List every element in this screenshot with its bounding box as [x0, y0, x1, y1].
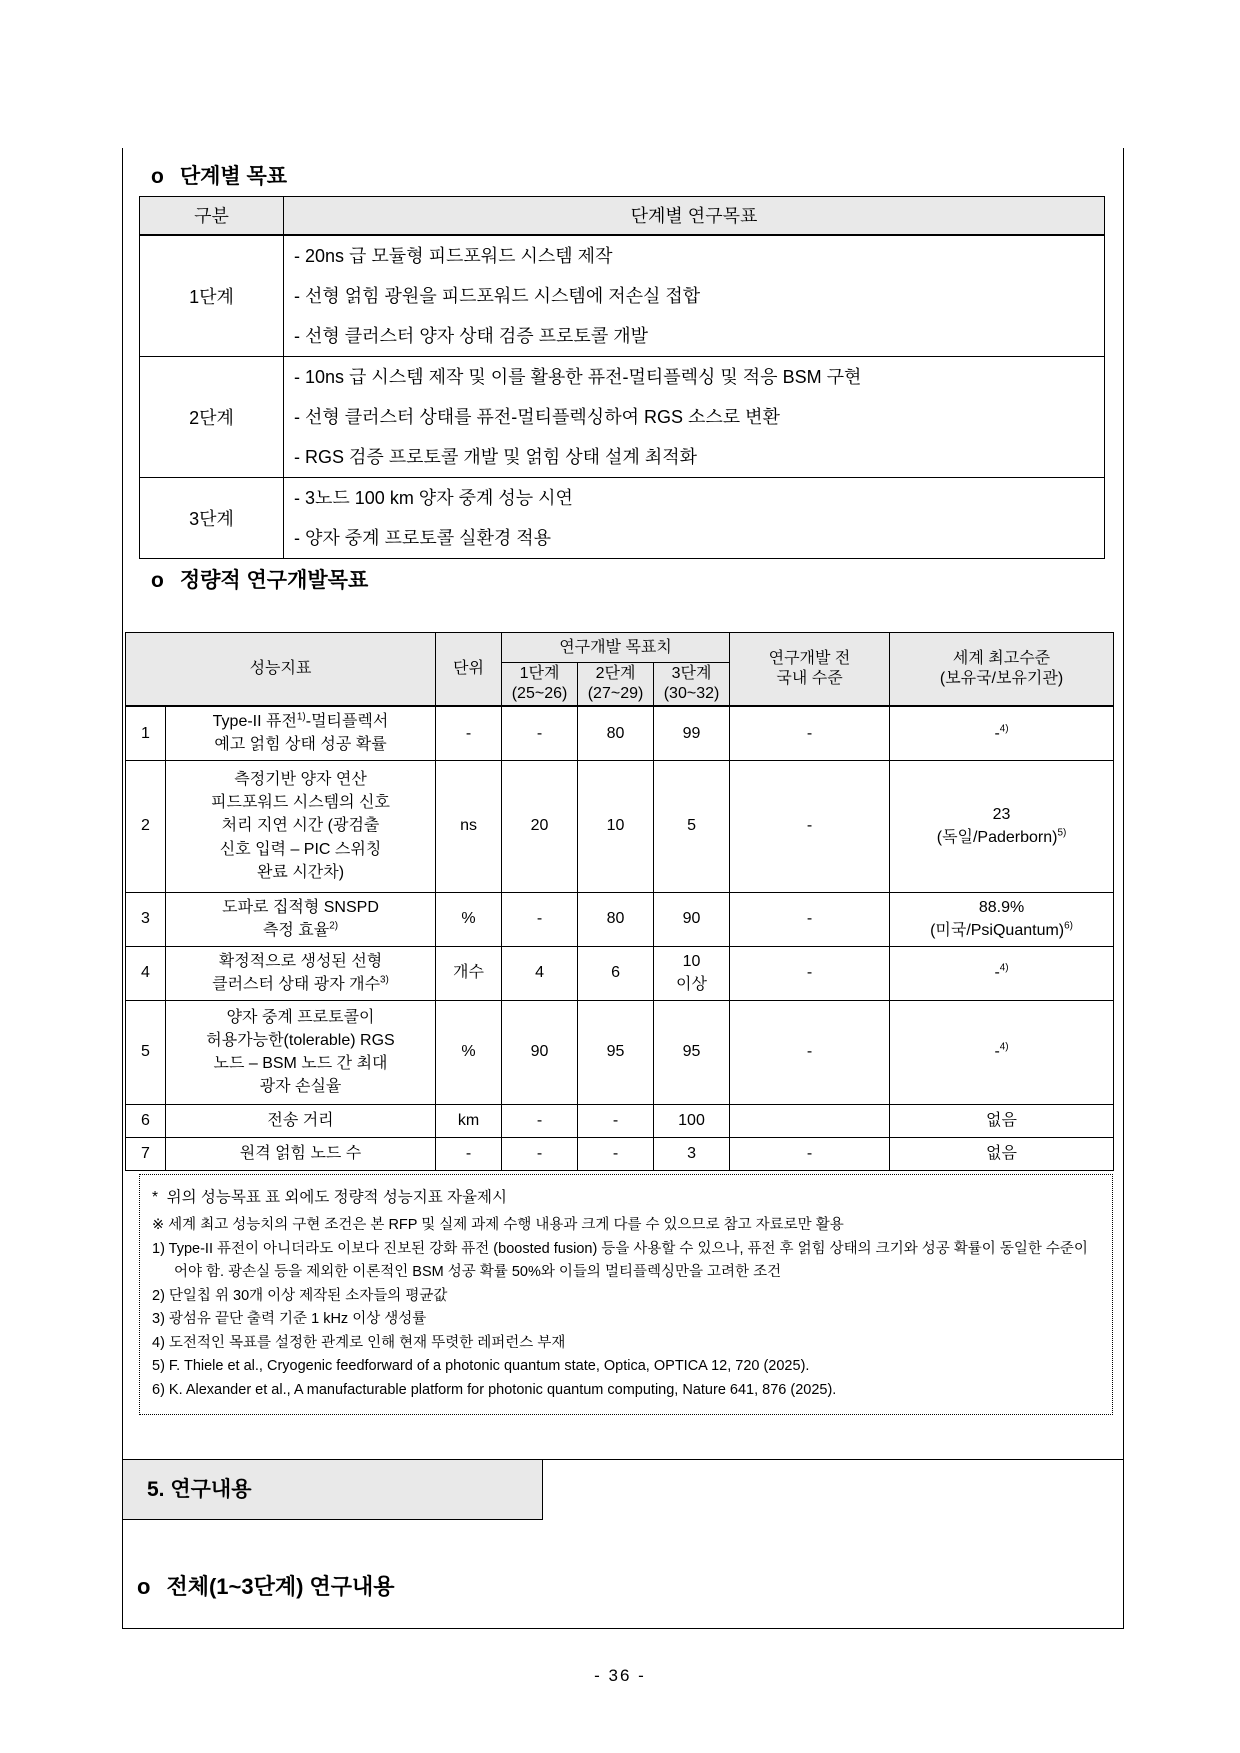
metric-cell: 원격 얽힘 노드 수 — [166, 1137, 436, 1170]
t2-header-world-best: 세계 최고수준 (보유국/보유기관) — [890, 633, 1114, 707]
unit-cell: - — [436, 706, 502, 760]
stage1-target: - — [502, 892, 578, 946]
unit-cell: % — [436, 892, 502, 946]
row-number: 4 — [126, 946, 166, 1000]
stage2-target: 95 — [578, 1000, 654, 1104]
stage2-target: - — [578, 1104, 654, 1137]
stage1-target: 4 — [502, 946, 578, 1000]
t2-header-domestic: 연구개발 전 국내 수준 — [730, 633, 890, 707]
table-row — [126, 892, 1114, 946]
stage1-target: - — [502, 706, 578, 760]
footnote-line: 3) 광섬유 끝단 출력 기준 1 kHz 이상 생성률 — [152, 1311, 427, 1328]
unit-cell: - — [436, 1137, 502, 1170]
table-row — [126, 706, 1114, 760]
stage1-target: - — [502, 1104, 578, 1137]
metric-cell: Type-II 퓨전$^{1)}$-멀티플렉서 예고 얽힘 상태 성공 확률 — [166, 706, 436, 760]
section-heading-text: 전체(1~3단계) 연구내용 — [166, 1574, 395, 1599]
table-row — [126, 946, 1114, 1000]
domestic-level-cell: - — [730, 1137, 890, 1170]
goals-cell — [284, 477, 1105, 558]
stage3-target: 100 — [654, 1104, 730, 1137]
goal-line: - 20ns 급 모듈형 피드포워드 시스템 제작 — [294, 245, 613, 266]
table-row — [140, 235, 1105, 357]
stage1-target: 20 — [502, 760, 578, 892]
stage-cell: 3단계 — [140, 477, 284, 558]
table-row — [140, 356, 1105, 477]
world-best-cell: -$^{4)}$ — [890, 706, 1114, 760]
stage3-target: 99 — [654, 706, 730, 760]
section-5-header — [123, 1460, 543, 1520]
world-best-cell: 없음 — [890, 1104, 1114, 1137]
t2-header-unit: 단위 — [436, 633, 502, 707]
goal-line: - 선형 클러스터 상태를 퓨전-멀티플렉싱하여 RGS 소스로 변환 — [294, 406, 780, 427]
footnote-line: 5) F. Thiele et al., Cryogenic feedforward of a photonic quantum state, Optica, OPTICA 12, 720 (2025). — [152, 1358, 810, 1375]
unit-cell: km — [436, 1104, 502, 1137]
footnote-line: 2) 단일칩 위 30개 이상 제작된 소자들의 평균값 — [152, 1287, 448, 1304]
domestic-level-cell: - — [730, 1000, 890, 1104]
t2-header-targets-group: 연구개발 목표치 — [502, 633, 730, 663]
unit-cell: 개수 — [436, 946, 502, 1000]
table-header-row — [126, 633, 1114, 663]
stage-cell: 1단계 — [140, 235, 284, 357]
section-bullet: o — [137, 1574, 151, 1599]
section-heading-stage-goals — [151, 160, 287, 190]
goal-line: - 선형 클러스터 양자 상태 검증 프로토콜 개발 — [294, 325, 648, 346]
domestic-level-cell — [730, 1104, 890, 1137]
domestic-level-cell: - — [730, 706, 890, 760]
row-number: 6 — [126, 1104, 166, 1137]
row-number: 3 — [126, 892, 166, 946]
section-heading-quant-goals — [151, 564, 368, 594]
table-row — [140, 477, 1105, 558]
footnote-line: 6) K. Alexander et al., A manufacturable platform for photonic quantum computing, Nature 641, 876 (2025). — [152, 1381, 837, 1398]
world-best-cell: -$^{4)}$ — [890, 1000, 1114, 1104]
content-frame — [122, 148, 1124, 1629]
t2-header-metric: 성능지표 — [126, 633, 436, 707]
stage3-target: 5 — [654, 760, 730, 892]
domestic-level-cell: - — [730, 760, 890, 892]
page-number: - 36 - — [594, 1666, 646, 1685]
section-bullet: o — [151, 165, 164, 188]
section-heading-text: 단계별 목표 — [179, 165, 288, 188]
stage1-target: 90 — [502, 1000, 578, 1104]
unit-cell: ns — [436, 760, 502, 892]
t2-header-stage2: 2단계 (27~29) — [578, 663, 654, 707]
table-row — [126, 1137, 1114, 1170]
stage3-target: 3 — [654, 1137, 730, 1170]
row-number: 1 — [126, 706, 166, 760]
stage3-target: 90 — [654, 892, 730, 946]
world-best-cell: 23 (독일/Paderborn)$^{5)}$ — [890, 760, 1114, 892]
section-5-number: 5. — [147, 1478, 165, 1501]
metric-cell: 확정적으로 생성된 선형 클러스터 상태 광자 개수$^{3)}$ — [166, 946, 436, 1000]
stage-goals-table — [139, 196, 1105, 559]
metric-cell: 측정기반 양자 연산 피드포워드 시스템의 신호 처리 지연 시간 (광검출 신호 입력 – PIC 스위칭 완료 시간차) — [166, 760, 436, 892]
domestic-level-cell: - — [730, 946, 890, 1000]
stage2-target: - — [578, 1137, 654, 1170]
section-5-title: 연구내용 — [170, 1478, 252, 1501]
quant-goals-table — [125, 632, 1114, 1171]
section-5-row — [123, 1459, 1123, 1520]
footnote-line: 1) Type-II 퓨전이 아니더라도 이보다 진보된 강화 퓨전 (boosted fusion) 등을 사용할 수 있으나, 퓨전 후 얽힘 상태의 크기와 성공 확률이 동일한 수준이어야 함. 광손실 등을 제외한 이론적인 BSM 성공 확률 50%와 이들의 멀티플렉싱만을 고려한 조건 — [152, 1240, 1088, 1281]
table-row — [126, 760, 1114, 892]
stage2-target: 6 — [578, 946, 654, 1000]
t2-header-stage1: 1단계 (25~26) — [502, 663, 578, 707]
footnote-line: ※ 세계 최고 성능치의 구현 조건은 본 RFP 및 실제 과제 수행 내용과 크게 다를 수 있으므로 참고 자료로만 활용 — [152, 1217, 844, 1234]
world-best-cell: 없음 — [890, 1137, 1114, 1170]
stage2-target: 80 — [578, 892, 654, 946]
goals-cell — [284, 356, 1105, 477]
world-best-cell: 88.9% (미국/PsiQuantum)$^{6)}$ — [890, 892, 1114, 946]
stage3-target: 10 이상 — [654, 946, 730, 1000]
metric-cell: 전송 거리 — [166, 1104, 436, 1137]
section-bullet: o — [151, 569, 164, 592]
footnotes-box — [139, 1174, 1113, 1415]
table-header-row — [140, 197, 1105, 235]
row-number: 7 — [126, 1137, 166, 1170]
footnote-line: * 위의 성능목표 표 외에도 정량적 성능지표 자율제시 — [152, 1189, 507, 1206]
section-heading-text: 정량적 연구개발목표 — [179, 569, 369, 592]
stage2-target: 10 — [578, 760, 654, 892]
stage2-target: 80 — [578, 706, 654, 760]
goal-line: - 10ns 급 시스템 제작 및 이를 활용한 퓨전-멀티플렉싱 및 적응 BSM 구현 — [294, 366, 862, 387]
stage-cell: 2단계 — [140, 356, 284, 477]
t1-header-goals: 단계별 연구목표 — [284, 197, 1105, 235]
subsection-heading-overall-content — [137, 1570, 395, 1601]
row-number: 2 — [126, 760, 166, 892]
row-number: 5 — [126, 1000, 166, 1104]
unit-cell: % — [436, 1000, 502, 1104]
goal-line: - RGS 검증 프로토콜 개발 및 얽힘 상태 설계 최적화 — [294, 446, 697, 467]
world-best-cell: -$^{4)}$ — [890, 946, 1114, 1000]
domestic-level-cell: - — [730, 892, 890, 946]
metric-cell: 도파로 집적형 SNSPD 측정 효율$^{2)}$ — [166, 892, 436, 946]
stage1-target: - — [502, 1137, 578, 1170]
goal-line: - 선형 얽힘 광원을 피드포워드 시스템에 저손실 접합 — [294, 285, 701, 306]
metric-cell: 양자 중계 프로토콜이 허용가능한(tolerable) RGS 노드 – BSM 노드 간 최대 광자 손실율 — [166, 1000, 436, 1104]
t1-header-category: 구분 — [140, 197, 284, 235]
table-row — [126, 1000, 1114, 1104]
footnote-line: 4) 도전적인 목표를 설정한 관계로 인해 현재 뚜렷한 레퍼런스 부재 — [152, 1334, 566, 1351]
stage3-target: 95 — [654, 1000, 730, 1104]
goal-line: - 양자 중계 프로토콜 실환경 적용 — [294, 527, 552, 548]
goals-cell — [284, 235, 1105, 357]
t2-header-stage3: 3단계 (30~32) — [654, 663, 730, 707]
table-row — [126, 1104, 1114, 1137]
goal-line: - 3노드 100 km 양자 중계 성능 시연 — [294, 487, 573, 508]
